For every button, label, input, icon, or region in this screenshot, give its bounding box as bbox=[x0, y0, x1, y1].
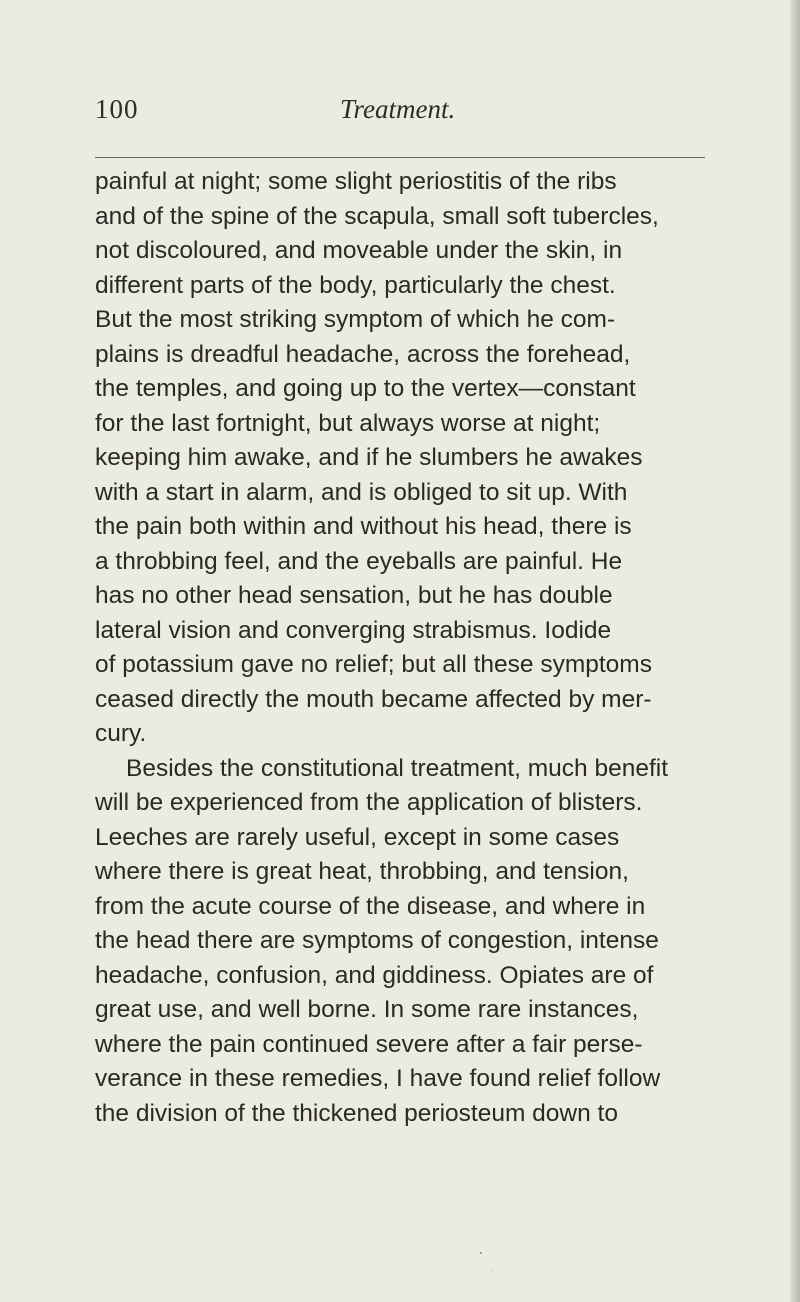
text-line: different parts of the body, particularly the chest. bbox=[95, 271, 616, 299]
text-line: with a start in alarm, and is obliged to sit up. With bbox=[95, 478, 628, 506]
text-line: where there is great heat, throbbing, and tension, bbox=[95, 858, 629, 885]
header-rule bbox=[95, 157, 705, 158]
text-line: great use, and well borne. In some rare instances, bbox=[95, 996, 639, 1023]
text-line: of potassium gave no relief; but all these symptoms bbox=[95, 651, 652, 678]
text-line: ceased directly the mouth became affected by mer- bbox=[95, 685, 652, 713]
text-line: for the last fortnight, but always worse at night; bbox=[95, 409, 601, 437]
text-line: has no other head sensation, but he has double bbox=[95, 582, 613, 609]
page-number: 100 bbox=[95, 94, 139, 124]
text-line: keeping him awake, and if he slumbers he awakes bbox=[95, 444, 643, 471]
text-line: the division of the thickened periosteum down to bbox=[95, 1099, 618, 1127]
paper-speck bbox=[492, 1270, 493, 1271]
text-line: But the most striking symptom of which he com- bbox=[95, 306, 616, 333]
text-line: cury. bbox=[95, 720, 147, 747]
text-line: will be experienced from the application of blisters. bbox=[95, 789, 643, 816]
text-line: headache, confusion, and giddiness. Opiates are of bbox=[95, 961, 654, 989]
running-title: Treatment. bbox=[340, 94, 456, 124]
text-line: where the pain continued severe after a fair perse- bbox=[95, 1030, 643, 1058]
text-line: a throbbing feel, and the eyeballs are painful. He bbox=[95, 547, 623, 575]
text-line: Leeches are rarely useful, except in some cases bbox=[95, 823, 620, 851]
text-line: from the acute course of the disease, and where in bbox=[95, 892, 646, 920]
text-line: painful at night; some slight periostitis of the ribs bbox=[95, 168, 617, 195]
paper-speck bbox=[480, 1252, 482, 1254]
text-line: not discoloured, and moveable under the skin, in bbox=[95, 237, 623, 264]
page-edge bbox=[790, 0, 800, 1302]
text-line: verance in these remedies, I have found relief follow bbox=[95, 1065, 661, 1092]
text-line: lateral vision and converging strabismus. Iodide bbox=[95, 616, 612, 644]
running-head bbox=[95, 94, 705, 134]
text-line: plains is dreadful headache, across the forehead, bbox=[95, 340, 631, 368]
text-line: Besides the constitutional treatment, much benefit bbox=[126, 754, 669, 782]
text-line: the temples, and going up to the vertex—constant bbox=[95, 375, 636, 402]
text-line: the pain both within and without his head, there is bbox=[95, 513, 632, 540]
body-text bbox=[95, 165, 721, 1131]
text-line: the head there are symptoms of congestion, intense bbox=[95, 927, 659, 954]
text-line: and of the spine of the scapula, small soft tubercles, bbox=[95, 202, 659, 230]
